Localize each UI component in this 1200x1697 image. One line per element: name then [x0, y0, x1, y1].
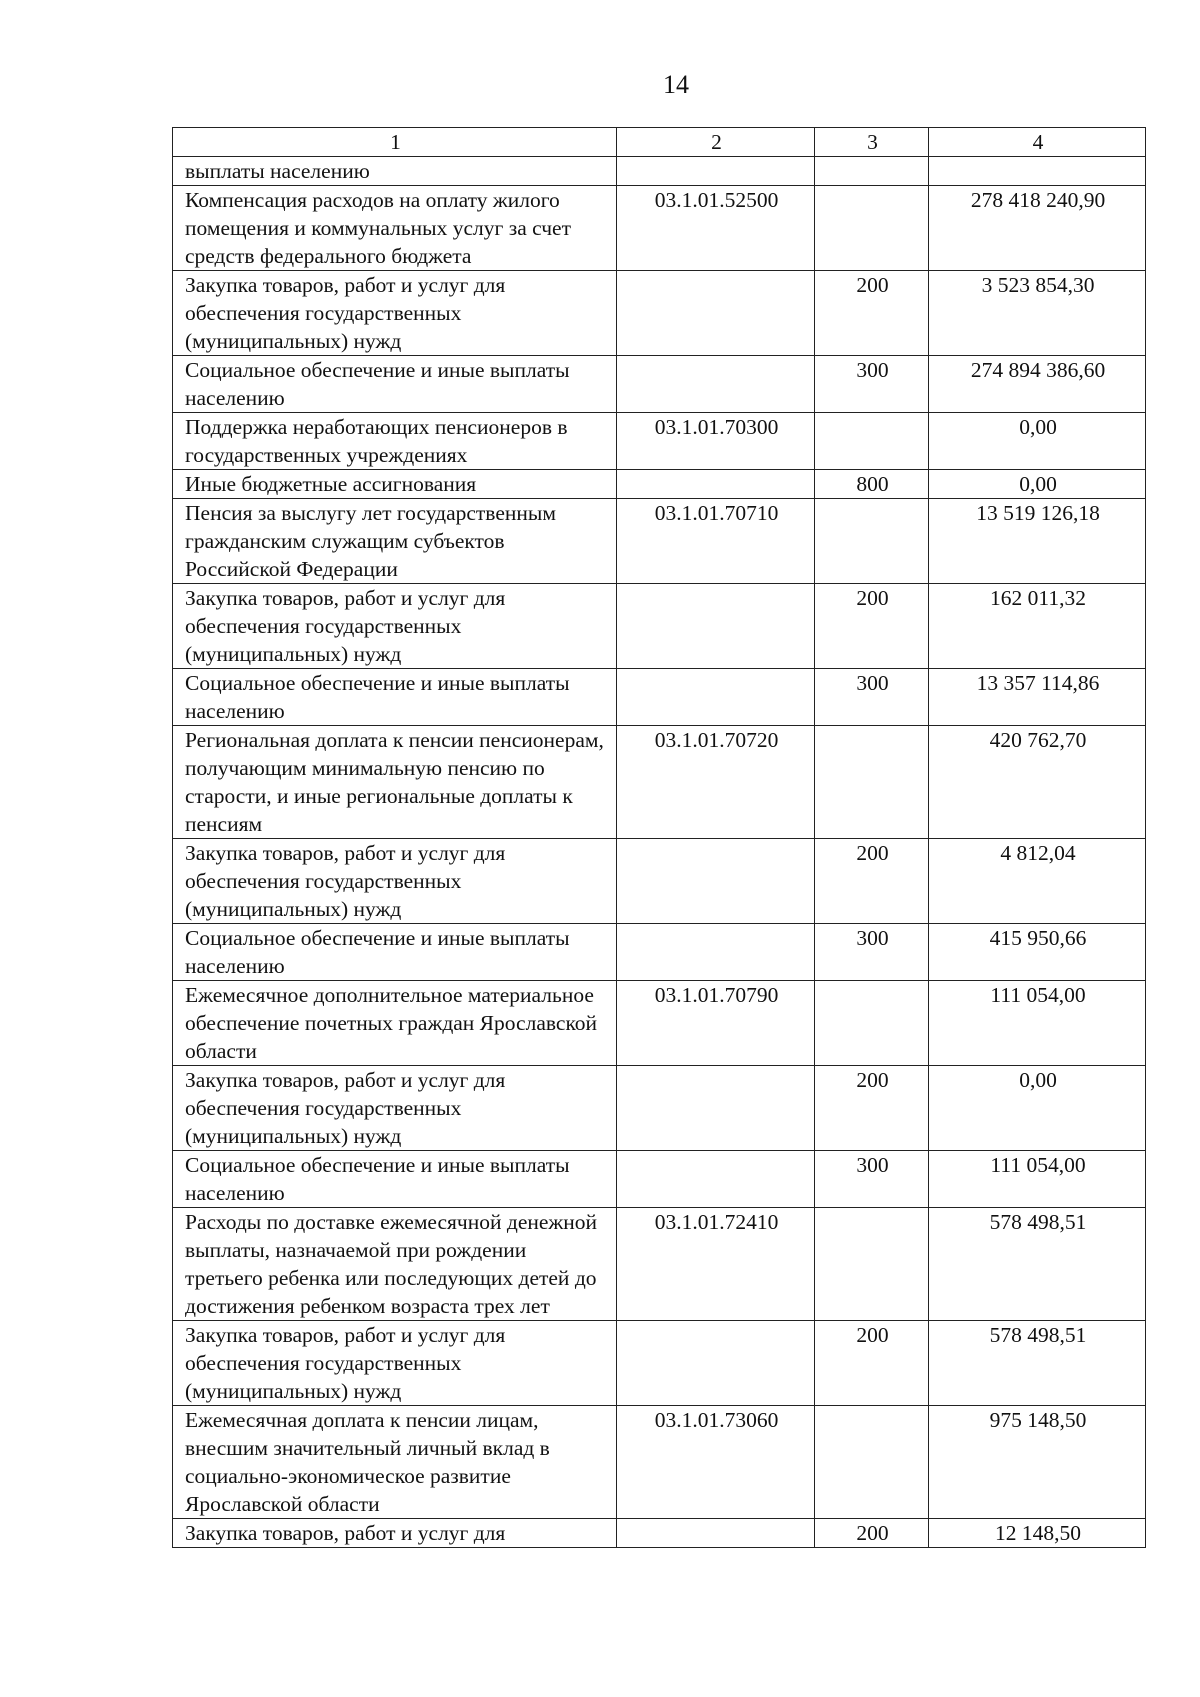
expense-name-cell: Компенсация расходов на оплату жилого помещения и коммунальных услуг за счет средств федерального бюджета	[173, 186, 617, 271]
expense-name-cell: Региональная доплата к пенсии пенсионерам, получающим минимальную пенсию по старости, и иные региональные доплаты к пенсиям	[173, 726, 617, 839]
target-code-cell	[617, 669, 815, 726]
expense-type-cell	[815, 981, 929, 1066]
expense-name-cell: Закупка товаров, работ и услуг для обеспечения государственных (муниципальных) нужд	[173, 1321, 617, 1406]
table-row	[173, 499, 1146, 584]
amount-cell: 13 357 114,86	[929, 669, 1146, 726]
amount-cell: 162 011,32	[929, 584, 1146, 669]
amount-cell: 111 054,00	[929, 981, 1146, 1066]
amount-cell: 975 148,50	[929, 1406, 1146, 1519]
target-code-cell: 03.1.01.70300	[617, 413, 815, 470]
expense-name-cell: Социальное обеспечение и иные выплаты населению	[173, 924, 617, 981]
table-row	[173, 413, 1146, 470]
table-row	[173, 924, 1146, 981]
column-header-3: 3	[815, 128, 929, 157]
expense-name-cell: Расходы по доставке ежемесячной денежной выплаты, назначаемой при рождении третьего ребенка или последующих детей до достижения ребенком возраста трех лет	[173, 1208, 617, 1321]
expense-type-cell	[815, 726, 929, 839]
expense-type-cell	[815, 1406, 929, 1519]
amount-cell: 12 148,50	[929, 1519, 1146, 1548]
target-code-cell	[617, 584, 815, 669]
target-code-cell	[617, 924, 815, 981]
table-row	[173, 1406, 1146, 1519]
column-header-2: 2	[617, 128, 815, 157]
target-code-cell: 03.1.01.70790	[617, 981, 815, 1066]
table-row	[173, 470, 1146, 499]
expense-name-cell: Иные бюджетные ассигнования	[173, 470, 617, 499]
amount-cell: 578 498,51	[929, 1208, 1146, 1321]
column-header-1: 1	[173, 128, 617, 157]
expense-type-cell	[815, 1208, 929, 1321]
target-code-cell	[617, 1519, 815, 1548]
expense-name-cell: Социальное обеспечение и иные выплаты населению	[173, 1151, 617, 1208]
amount-cell: 0,00	[929, 1066, 1146, 1151]
table-row	[173, 669, 1146, 726]
target-code-cell	[617, 1321, 815, 1406]
expense-name-cell: Пенсия за выслугу лет государственным гражданским служащим субъектов Российской Федерации	[173, 499, 617, 584]
table-row	[173, 584, 1146, 669]
expense-type-cell	[815, 186, 929, 271]
target-code-cell	[617, 1151, 815, 1208]
amount-cell: 274 894 386,60	[929, 356, 1146, 413]
expense-name-cell: Ежемесячное дополнительное материальное обеспечение почетных граждан Ярославской области	[173, 981, 617, 1066]
table-row	[173, 186, 1146, 271]
target-code-cell	[617, 157, 815, 186]
amount-cell: 111 054,00	[929, 1151, 1146, 1208]
expense-type-cell: 300	[815, 356, 929, 413]
expense-type-cell: 200	[815, 1321, 929, 1406]
table-row	[173, 839, 1146, 924]
table-row	[173, 1519, 1146, 1548]
table-row	[173, 1066, 1146, 1151]
target-code-cell: 03.1.01.73060	[617, 1406, 815, 1519]
expense-type-cell: 200	[815, 1066, 929, 1151]
table-row	[173, 1321, 1146, 1406]
expense-name-cell: Социальное обеспечение и иные выплаты населению	[173, 356, 617, 413]
target-code-cell: 03.1.01.70720	[617, 726, 815, 839]
expense-name-cell: Закупка товаров, работ и услуг для обеспечения государственных (муниципальных) нужд	[173, 839, 617, 924]
amount-cell: 0,00	[929, 470, 1146, 499]
target-code-cell: 03.1.01.72410	[617, 1208, 815, 1321]
expense-type-cell	[815, 413, 929, 470]
expense-type-cell: 800	[815, 470, 929, 499]
expense-type-cell: 200	[815, 584, 929, 669]
amount-cell: 4 812,04	[929, 839, 1146, 924]
amount-cell: 0,00	[929, 413, 1146, 470]
budget-table	[172, 127, 1146, 1548]
amount-cell: 578 498,51	[929, 1321, 1146, 1406]
expense-name-cell: Поддержка неработающих пенсионеров в государственных учреждениях	[173, 413, 617, 470]
target-code-cell	[617, 271, 815, 356]
expense-name-cell: Закупка товаров, работ и услуг для обеспечения государственных (муниципальных) нужд	[173, 1066, 617, 1151]
expense-name-cell: Ежемесячная доплата к пенсии лицам, внесшим значительный личный вклад в социально-экономическое развитие Ярославской области	[173, 1406, 617, 1519]
expense-name-cell: Закупка товаров, работ и услуг для обеспечения государственных (муниципальных) нужд	[173, 271, 617, 356]
table-row	[173, 356, 1146, 413]
table-row	[173, 271, 1146, 356]
expense-name-cell: Закупка товаров, работ и услуг для	[173, 1519, 617, 1548]
expense-name-cell: выплаты населению	[173, 157, 617, 186]
expense-type-cell: 300	[815, 669, 929, 726]
amount-cell: 13 519 126,18	[929, 499, 1146, 584]
target-code-cell: 03.1.01.52500	[617, 186, 815, 271]
table-header-row	[173, 128, 1146, 157]
target-code-cell: 03.1.01.70710	[617, 499, 815, 584]
target-code-cell	[617, 839, 815, 924]
expense-type-cell: 200	[815, 271, 929, 356]
target-code-cell	[617, 356, 815, 413]
table-row	[173, 726, 1146, 839]
expense-name-cell: Социальное обеспечение и иные выплаты населению	[173, 669, 617, 726]
expense-name-cell: Закупка товаров, работ и услуг для обеспечения государственных (муниципальных) нужд	[173, 584, 617, 669]
expense-type-cell: 200	[815, 839, 929, 924]
table-row	[173, 981, 1146, 1066]
target-code-cell	[617, 470, 815, 499]
table-body	[173, 157, 1146, 1548]
amount-cell: 3 523 854,30	[929, 271, 1146, 356]
amount-cell: 278 418 240,90	[929, 186, 1146, 271]
target-code-cell	[617, 1066, 815, 1151]
expense-type-cell: 200	[815, 1519, 929, 1548]
amount-cell: 420 762,70	[929, 726, 1146, 839]
table-row	[173, 1151, 1146, 1208]
table-row	[173, 157, 1146, 186]
column-header-4: 4	[929, 128, 1146, 157]
amount-cell: 415 950,66	[929, 924, 1146, 981]
expense-type-cell	[815, 157, 929, 186]
table-row	[173, 1208, 1146, 1321]
expense-type-cell: 300	[815, 924, 929, 981]
page-number: 14	[663, 70, 689, 99]
expense-type-cell	[815, 499, 929, 584]
expense-type-cell: 300	[815, 1151, 929, 1208]
amount-cell	[929, 157, 1146, 186]
